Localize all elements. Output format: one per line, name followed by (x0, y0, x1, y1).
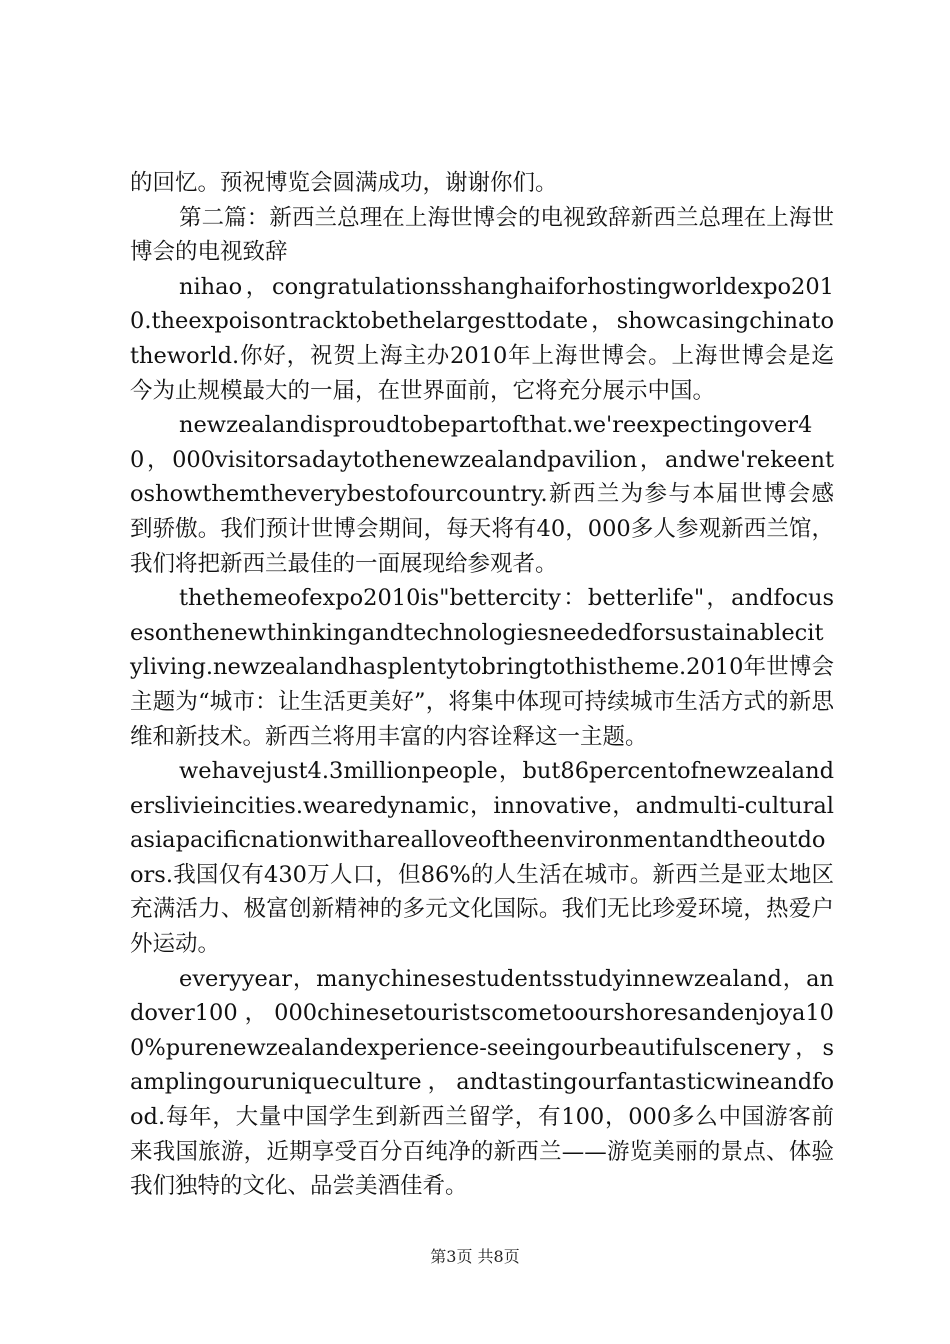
paragraph: newzealandisproudtobepartofthat.we'reexpectingover40，000visitorsadaytothenewzealandpavilion，andwe'rekeentoshowthemtheverybestofourcountry.新西兰为参与本届世博会感到骄傲。我们预计世博会期间，每天将有40，000多人参观新西兰馆，我们将把新西兰最佳的一面展现给参观者。 (130, 412, 834, 577)
paragraph: everyyear，manychinesestudentsstudyinnewzealand，andover100，000chinesetouristscometoourshoresandenjoya100%purenewzealandexperience-seeingourbeautifulscenery，samplingouruniqueculture，andtastingourfantasticwineandfood.每年，大量中国学生到新西兰留学，有100，000多么中国游客前来我国旅游，近期享受百分百纯净的新西兰——游览美丽的景点、体验我们独特的文化、品尝美酒佳肴。 (130, 965, 834, 1200)
body-text (130, 166, 834, 1204)
paragraph: nihao，congratulationsshanghaiforhostingworldexpo2010.theexpoisontracktobethelargesttodate，showcasingchinatotheworld.你好，祝贺上海主办2010年上海世博会。上海世博会是迄今为止规模最大的一届，在世界面前，它将充分展示中国。 (130, 273, 834, 404)
paragraph-continuation: 的回忆。预祝博览会圆满成功，谢谢你们。 (130, 170, 558, 196)
paragraph: thethemeofexpo2010is"bettercity：betterlife"，andfocusesonthenewthinkingandtechnologiesneededforsustainablecityliving.newzealandhasplentytobringtothistheme.2010年世博会主题为“城市：让生活更美好”，将集中体现可持续城市生活方式的新思维和新技术。新西兰将用丰富的内容诠释这一主题。 (130, 585, 834, 750)
paragraph-section-heading: 第二篇：新西兰总理在上海世博会的电视致辞新西兰总理在上海世博会的电视致辞 (130, 204, 834, 266)
page-number-footer: 第3页 共8页 (430, 1247, 520, 1266)
paragraph: wehavejust4.3millionpeople，but86percentofnewzealanderslivieincities.wearedynamic，innovative，andmulti-culturalasiapacificnationwitharealloveoftheenvironmentandtheoutdoors.我国仅有430万人口，但86%的人生活在城市。新西兰是亚太地区充满活力、极富创新精神的多元文化国际。我们无比珍爱环境，热爱户外运动。 (130, 758, 834, 958)
